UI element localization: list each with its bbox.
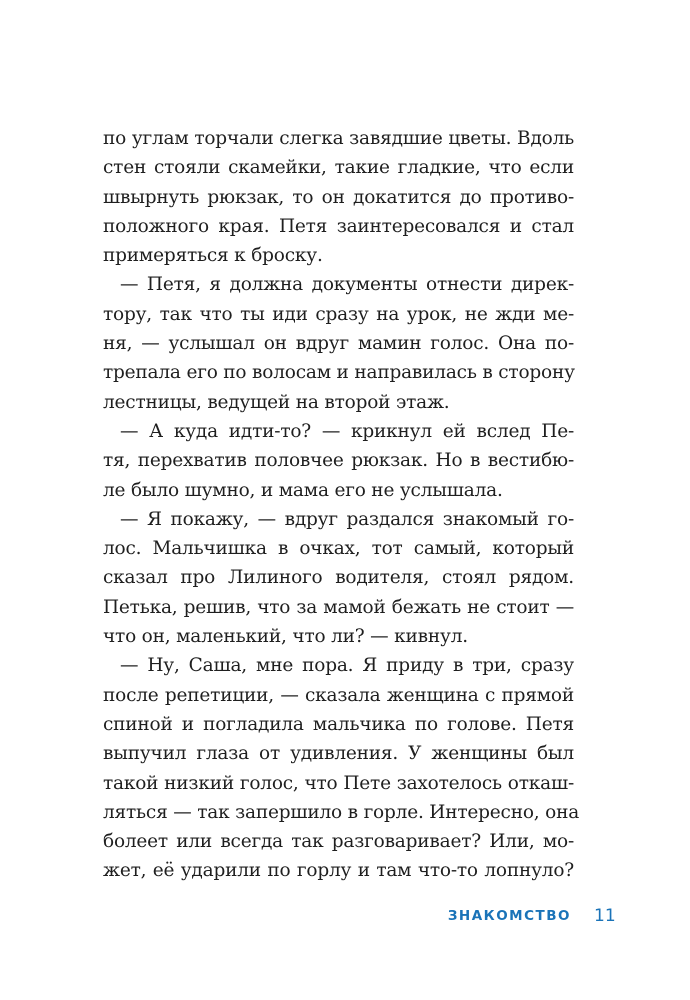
text-line: тору, так что ты иди сразу на урок, не жди ме- [103, 303, 574, 325]
text-line: — А куда идти-то? — крикнул ей вслед Пе- [120, 420, 574, 442]
text-line: спиной и погладила мальчика по голове. Петя [103, 713, 574, 735]
text-line: швырнуть рюкзак, то он докатится до противо- [103, 186, 574, 208]
text-line: — Я покажу, — вдруг раздался знакомый го- [120, 508, 574, 530]
text-line: после репетиции, — сказала женщина с прямой [103, 684, 574, 706]
text-line: — Ну, Саша, мне пора. Я приду в три, сразу [120, 655, 574, 677]
text-line: выпучил глаза от удивления. У женщины был [103, 743, 574, 765]
body-text [103, 124, 580, 886]
text-line: что он, маленький, что ли? — кивнул. [103, 626, 468, 648]
text-line: ле было шумно, и мама его не услышала. [103, 479, 503, 501]
text-line: лос. Мальчишка в очках, тот самый, который [103, 538, 574, 560]
text-line: тя, перехватив половчее рюкзак. Но в вестибю- [103, 450, 574, 472]
text-line: ня, — услышал он вдруг мамин голос. Она по- [103, 333, 574, 355]
text-line: жет, её ударили по горлу и там что-то лопнуло? [103, 860, 574, 882]
text-line: Петька, решив, что за мамой бежать не стоит — [103, 596, 574, 618]
chapter-title: ЗНАКОМСТВО [447, 908, 571, 924]
text-line: положного края. Петя заинтересовался и стал [103, 215, 574, 237]
page-footer [0, 906, 690, 930]
text-line: стен стояли скамейки, такие гладкие, что если [103, 157, 574, 179]
text-line: примеряться к броску. [103, 245, 323, 267]
text-line: болеет или всегда так разговаривает? Или, мо- [103, 831, 574, 853]
text-line: трепала его по волосам и направилась в сторону [103, 362, 575, 384]
text-line: сказал про Лилиного водителя, стоял рядом. [103, 567, 574, 589]
text-line: по углам торчали слегка завядшие цветы. Вдоль [103, 128, 574, 149]
text-line: такой низкий голос, что Пете захотелось откаш- [103, 772, 574, 794]
text-line: ляться — так запершило в горле. Интересно, она [103, 801, 580, 823]
text-line: — Петя, я должна документы отнести дирек- [120, 274, 574, 296]
page-number: 11 [594, 906, 616, 926]
text-line: лестницы, ведущей на второй этаж. [103, 391, 450, 413]
